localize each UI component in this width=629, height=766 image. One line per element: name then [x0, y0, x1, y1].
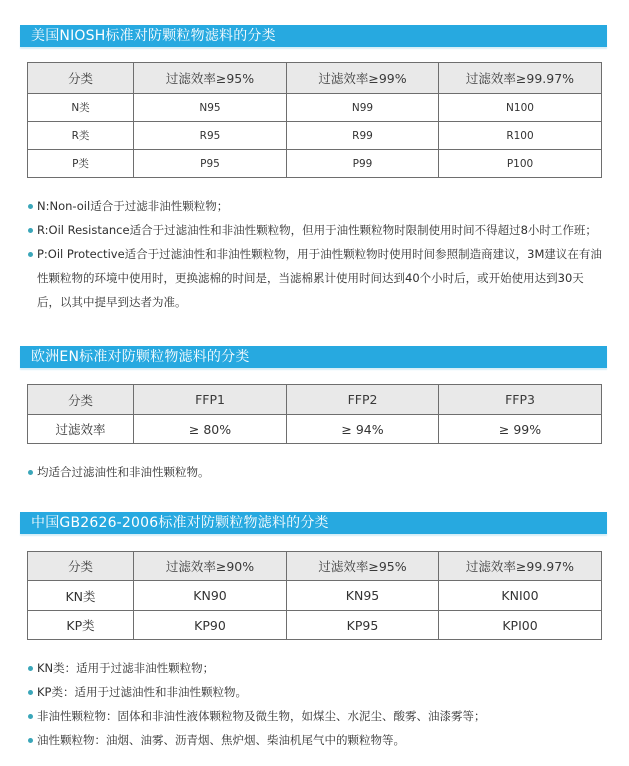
header-cell: FFP1 [134, 385, 287, 415]
note-text: 油性颗粒物：油烟、油雾、沥青烟、焦炉烟、柴油机尾气中的颗粒物等。 [37, 733, 405, 747]
en-notes [25, 460, 605, 484]
niosh-table [27, 62, 602, 178]
table-cell: R类 [28, 122, 134, 150]
bullet-icon [28, 666, 33, 671]
note-item [25, 194, 605, 218]
table-cell: N类 [28, 94, 134, 122]
header-cell: 过滤效率≥99.97% [439, 552, 602, 581]
header-cell: 过滤效率≥90% [134, 552, 287, 581]
bullet-icon [28, 228, 33, 233]
table-cell: KP90 [134, 611, 287, 640]
note-text: N:Non-oil适合于过滤非油性颗粒物； [37, 199, 229, 213]
table-row [28, 122, 602, 150]
table-cell: ≥ 80% [134, 415, 287, 444]
header-cell: FFP3 [439, 385, 602, 415]
table-row [28, 415, 602, 444]
header-cell: FFP2 [287, 385, 439, 415]
header-cell: 分类 [28, 385, 134, 415]
table-row [28, 150, 602, 178]
table-cell: P类 [28, 150, 134, 178]
note-item [25, 728, 605, 752]
header-cell: 过滤效率≥95% [134, 63, 287, 94]
table-row [28, 94, 602, 122]
gb-notes [25, 656, 605, 752]
table-cell: N100 [439, 94, 602, 122]
table-cell: KN类 [28, 581, 134, 611]
table-cell: KN90 [134, 581, 287, 611]
table-cell: P100 [439, 150, 602, 178]
table-cell: N99 [287, 94, 439, 122]
note-item [25, 680, 605, 704]
bullet-icon [28, 690, 33, 695]
en-table [27, 384, 602, 444]
niosh-notes [25, 194, 605, 314]
table-row [28, 581, 602, 611]
note-text: R:Oil Resistance适合于过滤油性和非油性颗粒物，但用于油性颗粒物时限制使用时间不得超过8小时工作班； [37, 223, 597, 237]
table-cell: KNI00 [439, 581, 602, 611]
table-row [28, 611, 602, 640]
note-item [25, 218, 605, 242]
table-cell: R95 [134, 122, 287, 150]
table-cell: ≥ 94% [287, 415, 439, 444]
header-cell: 过滤效率≥99% [287, 63, 439, 94]
note-text: 非油性颗粒物：固体和非油性液体颗粒物及微生物，如煤尘、水泥尘、酸雾、油漆雾等； [37, 709, 486, 723]
table-header-row [28, 63, 602, 94]
table-header-row [28, 552, 602, 581]
table-cell: KPI00 [439, 611, 602, 640]
header-cell: 分类 [28, 63, 134, 94]
table-cell: P95 [134, 150, 287, 178]
section-title-en: 欧洲EN标准对防颗粒物滤料的分类 [20, 346, 607, 368]
section-title-gb: 中国GB2626-2006标准对防颗粒物滤料的分类 [20, 512, 607, 534]
table-cell: R99 [287, 122, 439, 150]
table-cell: KN95 [287, 581, 439, 611]
bullet-icon [28, 470, 33, 475]
note-item [25, 460, 605, 484]
bullet-icon [28, 738, 33, 743]
header-cell: 过滤效率≥99.97% [439, 63, 602, 94]
table-cell: R100 [439, 122, 602, 150]
section-title-niosh: 美国NIOSH标准对防颗粒物滤料的分类 [20, 25, 607, 47]
bullet-icon [28, 252, 33, 257]
gb-table [27, 551, 602, 640]
table-cell: KP95 [287, 611, 439, 640]
note-text: KP类：适用于过滤油性和非油性颗粒物。 [37, 685, 247, 699]
note-item [25, 656, 605, 680]
note-text: 均适合过滤油性和非油性颗粒物。 [37, 465, 210, 479]
note-item [25, 704, 605, 728]
note-text: P:Oil Protective适合于过滤油性和非油性颗粒物，用于油性颗粒物时使用时间参照制造商建议，3M建议在有油性颗粒物的环境中使用时，更换滤棉的时间是，当滤棉累计使用时间达到40个小时后，或开始使用达到30天后，以其中提早到达者为准。 [37, 247, 602, 309]
table-cell: ≥ 99% [439, 415, 602, 444]
bullet-icon [28, 204, 33, 209]
bullet-icon [28, 714, 33, 719]
table-cell: KP类 [28, 611, 134, 640]
header-cell: 分类 [28, 552, 134, 581]
note-text: KN类：适用于过滤非油性颗粒物； [37, 661, 215, 675]
header-cell: 过滤效率≥95% [287, 552, 439, 581]
table-cell: N95 [134, 94, 287, 122]
table-header-row [28, 385, 602, 415]
table-cell: 过滤效率 [28, 415, 134, 444]
table-cell: P99 [287, 150, 439, 178]
note-item [25, 242, 605, 314]
